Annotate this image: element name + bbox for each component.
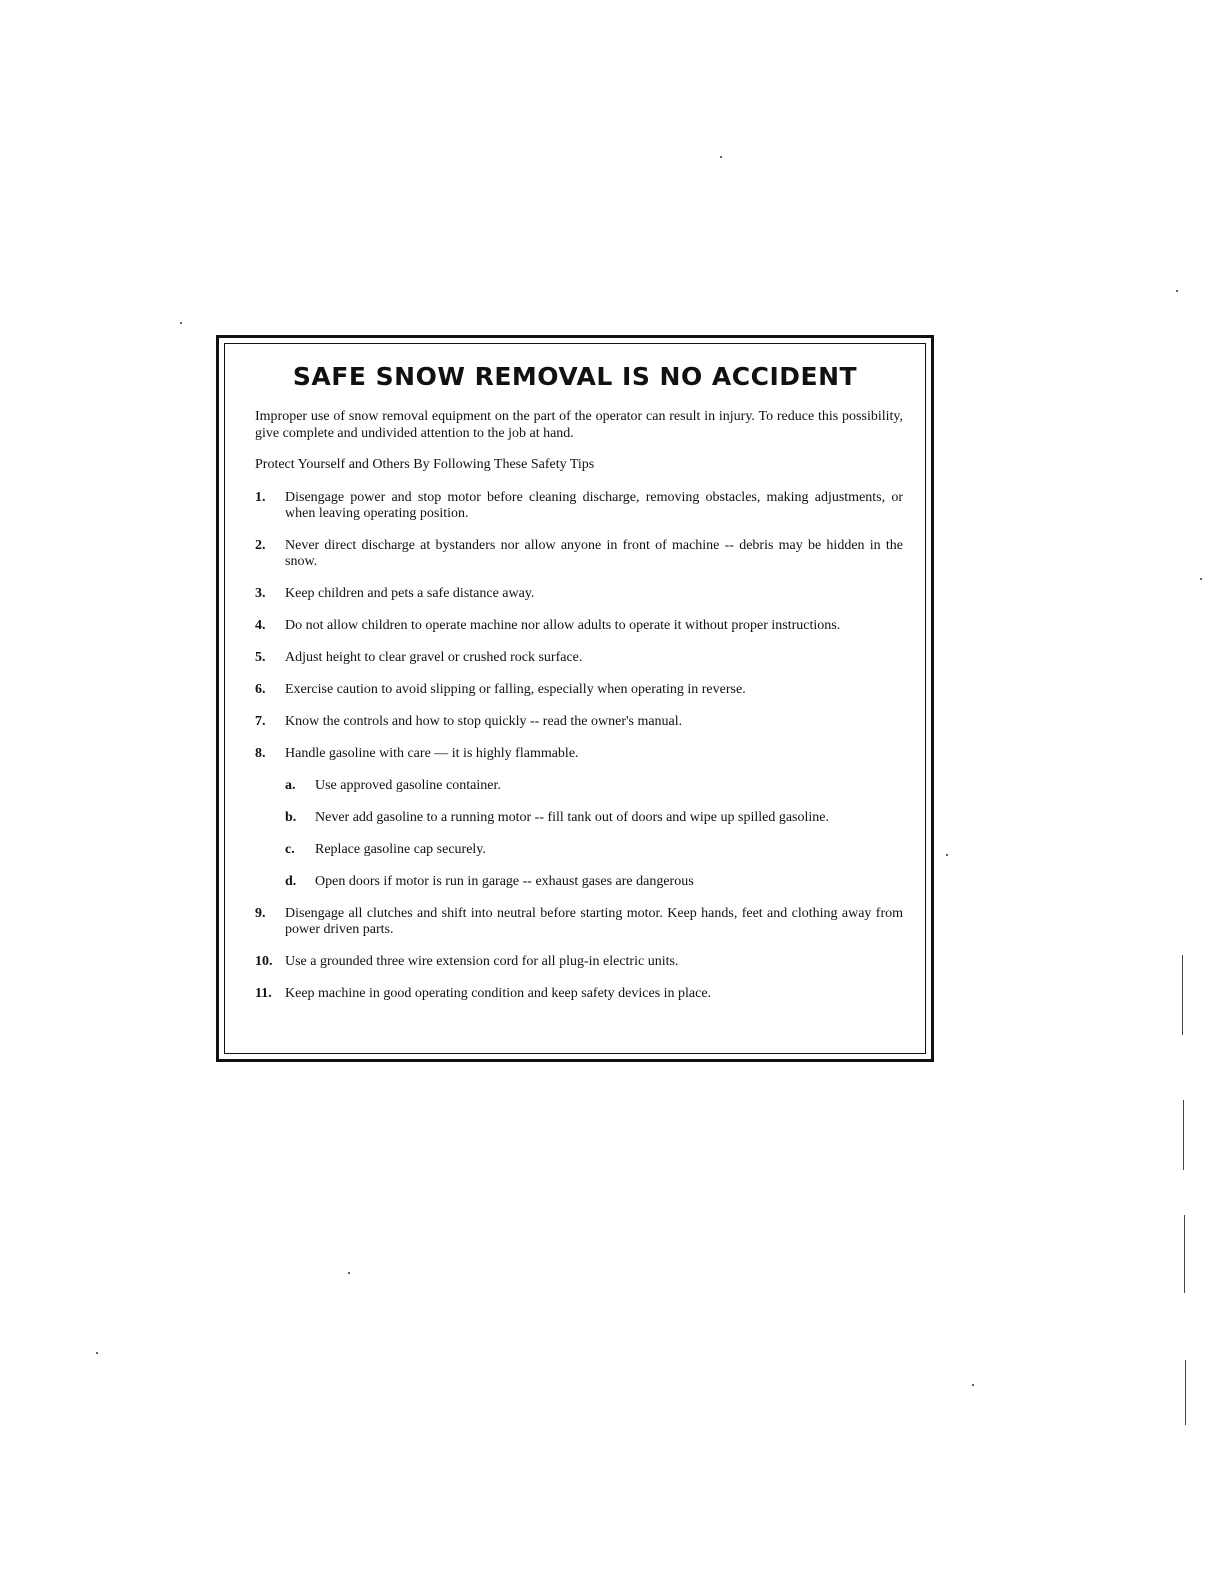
item-text: Replace gasoline cap securely. [315,842,486,857]
safety-tips-list [255,490,903,1018]
scan-edge-line [1182,955,1183,1035]
item-text: Disengage power and stop motor before cleaning discharge, removing obstacles, making adjustments, or when leaving operating position. [285,490,903,521]
item-text: Do not allow children to operate machine nor allow adults to operate it without proper instructions. [285,618,841,633]
safety-notice-inner-border [224,343,926,1054]
notice-subheading: Protect Yourself and Others By Following These Safety Tips [255,457,595,472]
scan-speck [1200,578,1202,580]
scan-edge-line [1184,1215,1185,1293]
list-item [255,746,903,762]
list-item [255,906,903,938]
scan-speck [96,1352,98,1354]
list-item [255,650,903,666]
scan-speck [1176,290,1178,292]
item-number: 3. [255,586,266,601]
item-letter: a. [285,778,296,793]
list-item [255,538,903,570]
item-number: 6. [255,682,266,697]
list-item [255,778,903,794]
scan-speck [348,1272,350,1274]
item-letter: c. [285,842,295,857]
item-text: Know the controls and how to stop quickly -- read the owner's manual. [285,714,683,729]
list-item [255,874,903,890]
list-item [255,586,903,602]
list-item [255,714,903,730]
item-text: Never add gasoline to a running motor -- fill tank out of doors and wipe up spilled gasoline. [315,810,830,825]
scan-edge-line [1183,1100,1184,1170]
item-text: Use approved gasoline container. [315,778,501,793]
scan-speck [946,854,948,856]
item-text: Keep children and pets a safe distance away. [285,586,535,601]
item-number: 10. [255,954,273,969]
item-number: 7. [255,714,266,729]
list-item [255,842,903,858]
item-letter: d. [285,874,297,889]
item-number: 9. [255,906,266,921]
item-text: Exercise caution to avoid slipping or falling, especially when operating in reverse. [285,682,746,697]
list-item [255,810,903,826]
item-number: 1. [255,490,266,505]
scan-speck [180,322,182,324]
list-item [255,682,903,698]
safety-notice-box [216,335,934,1062]
list-item [255,986,903,1002]
notice-title: SAFE SNOW REMOVAL IS NO ACCIDENT [292,362,858,391]
item-text: Use a grounded three wire extension cord for all plug-in electric units. [285,954,679,969]
item-text: Handle gasoline with care — it is highly flammable. [285,746,579,761]
item-text: Adjust height to clear gravel or crushed rock surface. [285,650,583,665]
item-text: Never direct discharge at bystanders nor allow anyone in front of machine -- debris may be hidden in the snow. [285,538,903,569]
list-item [255,490,903,522]
item-letter: b. [285,810,297,825]
list-item [255,954,903,970]
item-number: 5. [255,650,266,665]
scan-edge-line [1185,1360,1186,1425]
scan-speck [720,156,722,158]
item-number: 2. [255,538,266,553]
item-number: 11. [255,986,272,1001]
item-text: Disengage all clutches and shift into neutral before starting motor. Keep hands, feet and clothing away from power driven parts. [285,906,903,937]
item-text: Keep machine in good operating condition and keep safety devices in place. [285,986,712,1001]
notice-intro: Improper use of snow removal equipment on the part of the operator can result in injury. To reduce this possibility, give complete and undivided attention to the job at hand. [255,409,903,441]
item-number: 4. [255,618,266,633]
item-number: 8. [255,746,266,761]
item-text: Open doors if motor is run in garage -- exhaust gases are dangerous [315,874,694,889]
list-item [255,618,903,634]
scan-speck [972,1384,974,1386]
